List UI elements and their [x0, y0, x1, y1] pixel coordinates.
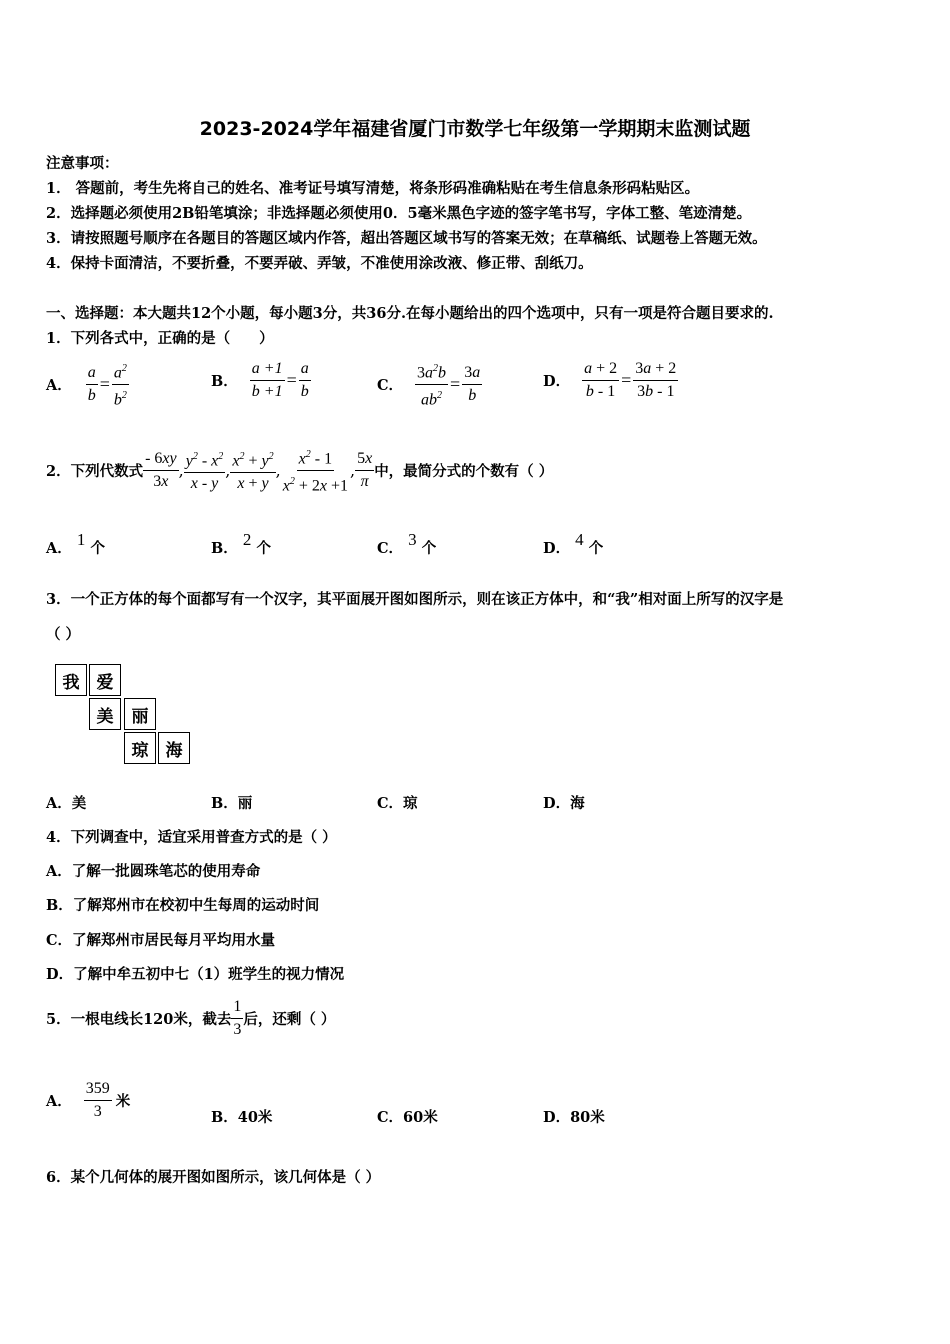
q2-d-unit: 个 — [588, 540, 604, 557]
q5-a-fraction — [84, 1080, 112, 1121]
notice-heading: 注意事项： — [46, 155, 119, 172]
q2-c-num: 3 — [408, 530, 417, 549]
q4-option-d: D．了解中牟五初中七（1）班学生的视力情况 — [46, 966, 345, 983]
notice-item-4: 4．保持卡面清洁，不要折叠，不要弄破、弄皱，不准使用涂改液、修正带、刮纸刀。 — [46, 255, 593, 272]
q5-frac-den: 3 — [233, 1021, 242, 1038]
q2-frac-5: $\frac{5x}{\pi}$ — [357, 450, 373, 491]
q5-stem-a: 5．一根电线长120米，截去 — [46, 1011, 232, 1028]
q1-d-left-frac: $\frac{a + 2}{b - 1}$ — [584, 360, 618, 400]
cube-face-hai: 海 — [158, 732, 190, 764]
q1-c-right-frac: $\frac{3a}{b}$ — [464, 364, 481, 405]
q1-c-label: C． — [377, 377, 404, 395]
q4-stem: 4．下列调查中，适宜采用普查方式的是（ ） — [46, 829, 337, 846]
q5-a-den: 3 — [93, 1103, 102, 1120]
q5-stem-b: 后，还剩（ ） — [243, 1011, 336, 1028]
notice-item-1: 1． 答题前，考生先将自己的姓名、准考证号填写清楚，将条形码准确粘贴在考生信息条形码粘贴区。 — [46, 180, 700, 197]
q5-frac-num: 1 — [231, 998, 243, 1019]
q1-option-b: B． $\frac{a +1}{b +1}$ = $\frac{a}{b}$ — [211, 360, 309, 400]
q5-a-num: 359 — [84, 1080, 112, 1101]
q2-b-num: 2 — [242, 530, 252, 549]
q2-frac-3: $\frac{x^2 + y^2}{x + y}$ — [230, 448, 275, 493]
q3-stem-line-2: （ ） — [46, 626, 81, 643]
q1-a-label: A． — [46, 377, 72, 395]
q2-stem: 2．下列代数式 $\frac{- 6xy}{3x}$ , $\frac{y^2 - x^2}{x - y}$ , $\frac{x^2 + y^2}{x + y}$ , $\frac{x^2 - 1}{x^2 + 2x +1}$ , $\frac{5x}{\pi}$ 中，最简分式的个数有（ ） — [46, 446, 553, 496]
q2-a-label: A． — [46, 540, 72, 557]
q2-b-unit: 个 — [256, 540, 271, 557]
q1-stem: 1．下列各式中，正确的是（ ） — [46, 330, 274, 347]
q2-b-label: B． — [211, 540, 238, 557]
q1-option-a: A． $\frac{a}{b}$ = $\frac{a^2}{b^2}$ — [46, 360, 129, 410]
section-heading: 一、选择题：本大题共12个小题，每小题3分，共36分.在每小题给出的四个选项中，只有一项是符合题目要求的. — [46, 305, 774, 322]
q2-option-d — [543, 530, 604, 558]
q1-d-right-frac: $\frac{3a + 2}{3b - 1}$ — [635, 360, 677, 400]
q2-c-label: C． — [377, 540, 404, 557]
q2-suffix: 中，最简分式的个数有（ ） — [374, 463, 554, 481]
q5-a-unit: 米 — [115, 1093, 131, 1110]
q6-stem: 6．某个几何体的展开图如图所示，该几何体是（ ） — [46, 1169, 381, 1186]
page-title: 2023-2024学年福建省厦门市数学七年级第一学期期末监测试题 — [199, 118, 751, 140]
q5-fraction — [231, 998, 243, 1039]
q1-b-left-frac: $\frac{a +1}{b +1}$ — [251, 360, 283, 400]
q3-option-c: C．琼 — [377, 795, 418, 812]
q1-b-label: B． — [211, 373, 238, 390]
q5-option-d: D．80米 — [543, 1109, 605, 1126]
q2-frac-4: $\frac{x^2 - 1}{x^2 + 2x +1}$ — [281, 446, 350, 496]
cube-face-mei: 美 — [89, 698, 121, 730]
q2-prefix: 2．下列代数式 — [46, 463, 144, 481]
q5-stem — [46, 998, 335, 1039]
q1-a-left-frac: $\frac{a}{b}$ — [87, 364, 96, 405]
q2-c-unit: 个 — [421, 540, 437, 557]
notice-item-2: 2．选择题必须使用2B铅笔填涂；非选择题必须使用0．5毫米黑色字迹的签字笔书写，字体工整、笔迹清楚。 — [46, 205, 752, 222]
q2-frac-1: $\frac{- 6xy}{3x}$ — [145, 450, 177, 491]
q3-stem-line-1: 3．一个正方体的每个面都写有一个汉字，其平面展开图如图所示，则在该正方体中，和“我”相对面上所写的汉字是 — [46, 591, 784, 608]
q2-option-c — [377, 530, 437, 558]
q2-a-unit: 个 — [90, 540, 105, 557]
q1-c-left-frac: $\frac{3a^2b}{ab^2}$ — [415, 360, 448, 410]
cube-face-ai: 爱 — [89, 664, 121, 696]
q5-option-c: C．60米 — [377, 1109, 438, 1126]
q2-option-b — [211, 530, 271, 558]
q1-d-label: D． — [543, 373, 571, 390]
q4-option-b: B．了解郑州市在校初中生每周的运动时间 — [46, 897, 320, 914]
q1-option-d: D． $\frac{a + 2}{b - 1}$ = $\frac{3a + 2}{3b - 1}$ — [543, 360, 677, 400]
q2-d-num: 4 — [575, 530, 584, 549]
notice-item-3: 3．请按照题号顺序在各题目的答题区域内作答，超出答题区域书写的答案无效；在草稿纸、试题卷上答题无效。 — [46, 230, 767, 247]
q2-frac-2: $\frac{y^2 - x^2}{x - y}$ — [184, 448, 226, 493]
q1-option-c: C． $\frac{3a^2b}{ab^2}$ = $\frac{3a}{b}$ — [377, 360, 482, 410]
q3-option-a: A．美 — [46, 795, 87, 812]
q4-option-c: C．了解郑州市居民每月平均用水量 — [46, 932, 276, 949]
q5-option-b: B．40米 — [211, 1109, 273, 1126]
q3-option-d: D．海 — [543, 795, 585, 812]
q1-b-right-frac: $\frac{a}{b}$ — [300, 360, 309, 400]
q4-option-a: A．了解一批圆珠笔芯的使用寿命 — [46, 863, 261, 880]
q1-a-right-frac: $\frac{a^2}{b^2}$ — [112, 360, 129, 410]
q2-d-label: D． — [543, 540, 571, 557]
cube-face-li: 丽 — [124, 698, 156, 730]
cube-face-wo: 我 — [55, 664, 87, 696]
q2-a-num: 1 — [76, 530, 86, 549]
q5-option-a — [46, 1080, 130, 1121]
cube-face-qiong: 琼 — [124, 732, 156, 764]
q3-option-b: B．丽 — [211, 795, 253, 812]
q2-option-a — [46, 530, 105, 558]
q5-a-label: A． — [46, 1093, 72, 1110]
